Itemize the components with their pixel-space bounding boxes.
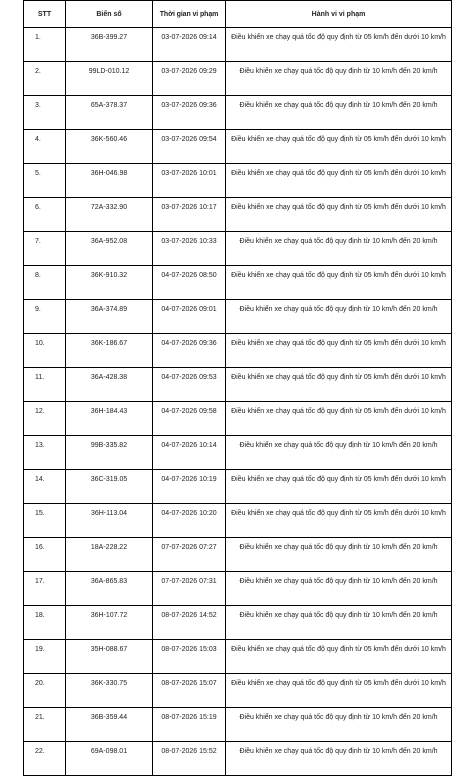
row-time: 04-07-2026 08:50 xyxy=(153,266,226,300)
row-time: 04-07-2026 10:19 xyxy=(153,470,226,504)
row-plate: 36C-319.05 xyxy=(66,470,153,504)
row-plate: 36H-184.43 xyxy=(66,402,153,436)
row-plate: 36B-399.27 xyxy=(66,28,153,62)
table-row xyxy=(24,470,452,504)
row-violation: Điều khiển xe chạy quá tốc độ quy định từ 05 km/h đến dưới 10 km/h xyxy=(226,402,452,436)
row-violation: Điều khiển xe chạy quá tốc độ quy định từ 05 km/h đến dưới 10 km/h xyxy=(226,368,452,402)
row-stt: 4. xyxy=(24,130,66,164)
table-row xyxy=(24,334,452,368)
row-time: 03-07-2026 10:33 xyxy=(153,232,226,266)
row-plate: 72A-332.90 xyxy=(66,198,153,232)
row-violation: Điều khiển xe chạy quá tốc độ quy định từ 10 km/h đến 20 km/h xyxy=(226,708,452,742)
row-violation: Điều khiển xe chạy quá tốc độ quy định từ 05 km/h đến dưới 10 km/h xyxy=(226,470,452,504)
row-plate: 36A-428.38 xyxy=(66,368,153,402)
row-violation: Điều khiển xe chạy quá tốc độ quy định từ 10 km/h đến 20 km/h xyxy=(226,300,452,334)
row-stt: 11. xyxy=(24,368,66,402)
table-row xyxy=(24,504,452,538)
row-violation: Điều khiển xe chạy quá tốc độ quy định từ 05 km/h đến dưới 10 km/h xyxy=(226,674,452,708)
header-time: Thời gian vi phạm xyxy=(153,1,226,28)
row-stt: 14. xyxy=(24,470,66,504)
row-stt: 13. xyxy=(24,436,66,470)
row-plate: 36K-330.75 xyxy=(66,674,153,708)
table-row xyxy=(24,368,452,402)
row-stt: 1. xyxy=(24,28,66,62)
table-row xyxy=(24,300,452,334)
row-violation: Điều khiển xe chạy quá tốc độ quy định từ 10 km/h đến 20 km/h xyxy=(226,572,452,606)
row-violation: Điều khiển xe chạy quá tốc độ quy định từ 10 km/h đến 20 km/h xyxy=(226,606,452,640)
table-row xyxy=(24,130,452,164)
table-row xyxy=(24,708,452,742)
table-row xyxy=(24,164,452,198)
row-time: 04-07-2026 09:01 xyxy=(153,300,226,334)
table-row xyxy=(24,606,452,640)
row-stt: 15. xyxy=(24,504,66,538)
table-row xyxy=(24,742,452,776)
row-stt: 8. xyxy=(24,266,66,300)
row-stt: 17. xyxy=(24,572,66,606)
row-plate: 99LD-010.12 xyxy=(66,62,153,96)
row-stt: 9. xyxy=(24,300,66,334)
row-plate: 36K-560.46 xyxy=(66,130,153,164)
row-violation: Điều khiển xe chạy quá tốc độ quy định từ 05 km/h đến dưới 10 km/h xyxy=(226,504,452,538)
row-time: 08-07-2026 15:07 xyxy=(153,674,226,708)
row-stt: 3. xyxy=(24,96,66,130)
row-plate: 36A-374.89 xyxy=(66,300,153,334)
row-plate: 65A-378.37 xyxy=(66,96,153,130)
row-plate: 36A-952.08 xyxy=(66,232,153,266)
row-time: 08-07-2026 15:03 xyxy=(153,640,226,674)
row-violation: Điều khiển xe chạy quá tốc độ quy định từ 10 km/h đến 20 km/h xyxy=(226,62,452,96)
row-plate: 36K-186.67 xyxy=(66,334,153,368)
table-row xyxy=(24,62,452,96)
row-stt: 16. xyxy=(24,538,66,572)
row-time: 07-07-2026 07:27 xyxy=(153,538,226,572)
row-stt: 22. xyxy=(24,742,66,776)
header-stt: STT xyxy=(24,1,66,28)
row-violation: Điều khiển xe chạy quá tốc độ quy định từ 05 km/h đến dưới 10 km/h xyxy=(226,334,452,368)
row-time: 04-07-2026 09:36 xyxy=(153,334,226,368)
table-row xyxy=(24,198,452,232)
table-row xyxy=(24,96,452,130)
table-row xyxy=(24,266,452,300)
row-plate: 36A-865.83 xyxy=(66,572,153,606)
row-time: 04-07-2026 10:20 xyxy=(153,504,226,538)
row-stt: 20. xyxy=(24,674,66,708)
row-plate: 36H-107.72 xyxy=(66,606,153,640)
row-plate: 35H-088.67 xyxy=(66,640,153,674)
row-stt: 10. xyxy=(24,334,66,368)
row-time: 08-07-2026 15:19 xyxy=(153,708,226,742)
violations-table xyxy=(23,0,452,776)
row-stt: 2. xyxy=(24,62,66,96)
row-plate: 36H-046.98 xyxy=(66,164,153,198)
row-time: 08-07-2026 14:52 xyxy=(153,606,226,640)
row-violation: Điều khiển xe chạy quá tốc độ quy định từ 05 km/h đến dưới 10 km/h xyxy=(226,198,452,232)
row-violation: Điều khiển xe chạy quá tốc độ quy định từ 10 km/h đến 20 km/h xyxy=(226,742,452,776)
row-plate: 18A-228.22 xyxy=(66,538,153,572)
row-time: 04-07-2026 09:53 xyxy=(153,368,226,402)
row-time: 03-07-2026 09:29 xyxy=(153,62,226,96)
header-plate: Biển số xyxy=(66,1,153,28)
row-violation: Điều khiển xe chạy quá tốc độ quy định từ 10 km/h đến 20 km/h xyxy=(226,436,452,470)
row-stt: 7. xyxy=(24,232,66,266)
row-time: 03-07-2026 09:14 xyxy=(153,28,226,62)
table-row xyxy=(24,436,452,470)
row-plate: 36H-113.04 xyxy=(66,504,153,538)
row-violation: Điều khiển xe chạy quá tốc độ quy định từ 05 km/h đến dưới 10 km/h xyxy=(226,130,452,164)
row-violation: Điều khiển xe chạy quá tốc độ quy định từ 05 km/h đến dưới 10 km/h xyxy=(226,164,452,198)
row-plate: 99B-335.82 xyxy=(66,436,153,470)
header-violation: Hành vi vi phạm xyxy=(226,1,452,28)
row-time: 03-07-2026 09:36 xyxy=(153,96,226,130)
row-plate: 69A-098.01 xyxy=(66,742,153,776)
table-row xyxy=(24,232,452,266)
row-stt: 5. xyxy=(24,164,66,198)
row-time: 07-07-2026 07:31 xyxy=(153,572,226,606)
row-violation: Điều khiển xe chạy quá tốc độ quy định từ 05 km/h đến dưới 10 km/h xyxy=(226,640,452,674)
row-violation: Điều khiển xe chạy quá tốc độ quy định từ 05 km/h đến dưới 10 km/h xyxy=(226,266,452,300)
table-body xyxy=(24,28,452,776)
row-plate: 36K-910.32 xyxy=(66,266,153,300)
row-violation: Điều khiển xe chạy quá tốc độ quy định từ 10 km/h đến 20 km/h xyxy=(226,232,452,266)
row-time: 08-07-2026 15:52 xyxy=(153,742,226,776)
row-stt: 12. xyxy=(24,402,66,436)
table-row xyxy=(24,28,452,62)
row-stt: 18. xyxy=(24,606,66,640)
row-violation: Điều khiển xe chạy quá tốc độ quy định từ 10 km/h đến 20 km/h xyxy=(226,96,452,130)
row-time: 03-07-2026 10:17 xyxy=(153,198,226,232)
table-row xyxy=(24,674,452,708)
table-header xyxy=(24,1,452,28)
header-row xyxy=(24,1,452,28)
violations-table-container xyxy=(23,0,451,776)
table-row xyxy=(24,640,452,674)
table-row xyxy=(24,572,452,606)
row-violation: Điều khiển xe chạy quá tốc độ quy định từ 10 km/h đến 20 km/h xyxy=(226,538,452,572)
row-time: 04-07-2026 10:14 xyxy=(153,436,226,470)
row-stt: 6. xyxy=(24,198,66,232)
row-time: 03-07-2026 09:54 xyxy=(153,130,226,164)
row-stt: 19. xyxy=(24,640,66,674)
row-time: 04-07-2026 09:58 xyxy=(153,402,226,436)
table-row xyxy=(24,402,452,436)
row-stt: 21. xyxy=(24,708,66,742)
row-time: 03-07-2026 10:01 xyxy=(153,164,226,198)
row-plate: 36B-359.44 xyxy=(66,708,153,742)
table-row xyxy=(24,538,452,572)
row-violation: Điều khiển xe chạy quá tốc độ quy định từ 05 km/h đến dưới 10 km/h xyxy=(226,28,452,62)
